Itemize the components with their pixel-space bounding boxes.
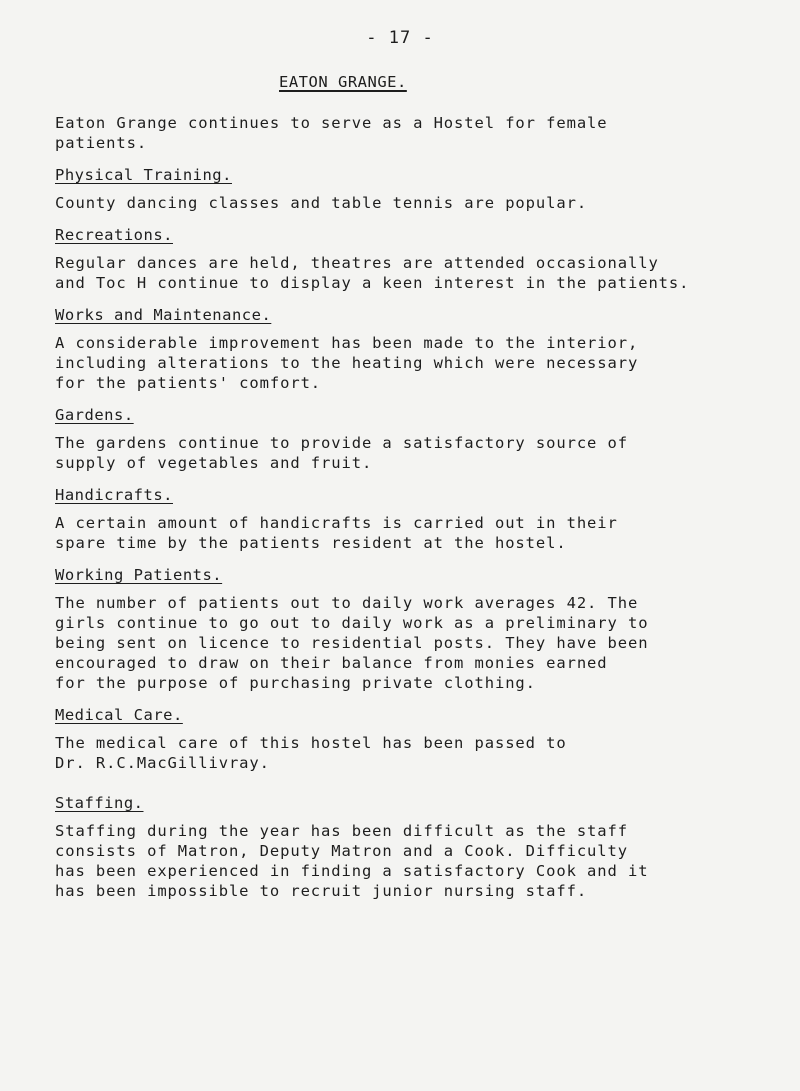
section-works-and-maintenance xyxy=(55,305,795,393)
section-heading: Handicrafts. xyxy=(55,486,173,504)
section-body: The number of patients out to daily work averages 42. The girls continue to go out to daily work as a preliminary to being sent on licence to residential posts. They have been encouraged to draw on their balance from monies earned for the purpose of purchasing private clothing. xyxy=(55,594,649,692)
intro-paragraph: Eaton Grange continues to serve as a Hostel for female patients. xyxy=(55,114,608,152)
section-gardens xyxy=(55,405,795,473)
section-heading: Physical Training. xyxy=(55,166,232,184)
section-body: The medical care of this hostel has been passed to Dr. R.C.MacGillivray. xyxy=(55,734,567,772)
section-heading: Medical Care. xyxy=(55,706,183,724)
section-heading: Recreations. xyxy=(55,226,173,244)
section-medical-care xyxy=(55,705,795,773)
section-body: The gardens continue to provide a satisfactory source of supply of vegetables and fruit. xyxy=(55,434,628,472)
section-heading: Gardens. xyxy=(55,406,134,424)
section-physical-training xyxy=(55,165,795,213)
section-heading: Working Patients. xyxy=(55,566,223,584)
document-body xyxy=(55,113,795,901)
section-recreations xyxy=(55,225,795,293)
section-body: A considerable improvement has been made to the interior, including alterations to the heating which were necessary for the patients' comfort. xyxy=(55,334,639,392)
section-body: County dancing classes and table tennis are popular. xyxy=(55,194,588,212)
section-working-patients xyxy=(55,565,795,693)
page-number: - 17 - xyxy=(366,28,434,48)
document-title: EATON GRANGE. xyxy=(279,73,407,91)
section-staffing xyxy=(55,793,795,901)
section-body: Regular dances are held, theatres are attended occasionally and Toc H continue to display a keen interest in the patients. xyxy=(55,254,690,292)
section-body: Staffing during the year has been difficult as the staff consists of Matron, Deputy Matron and a Cook. Difficulty has been experienced in finding a satisfactory Cook and it has been impossible to recruit junior nursing staff. xyxy=(55,822,649,900)
section-handicrafts xyxy=(55,485,795,553)
section-body: A certain amount of handicrafts is carried out in their spare time by the patients resident at the hostel. xyxy=(55,514,618,552)
section-heading: Staffing. xyxy=(55,794,144,812)
section-heading: Works and Maintenance. xyxy=(55,306,272,324)
